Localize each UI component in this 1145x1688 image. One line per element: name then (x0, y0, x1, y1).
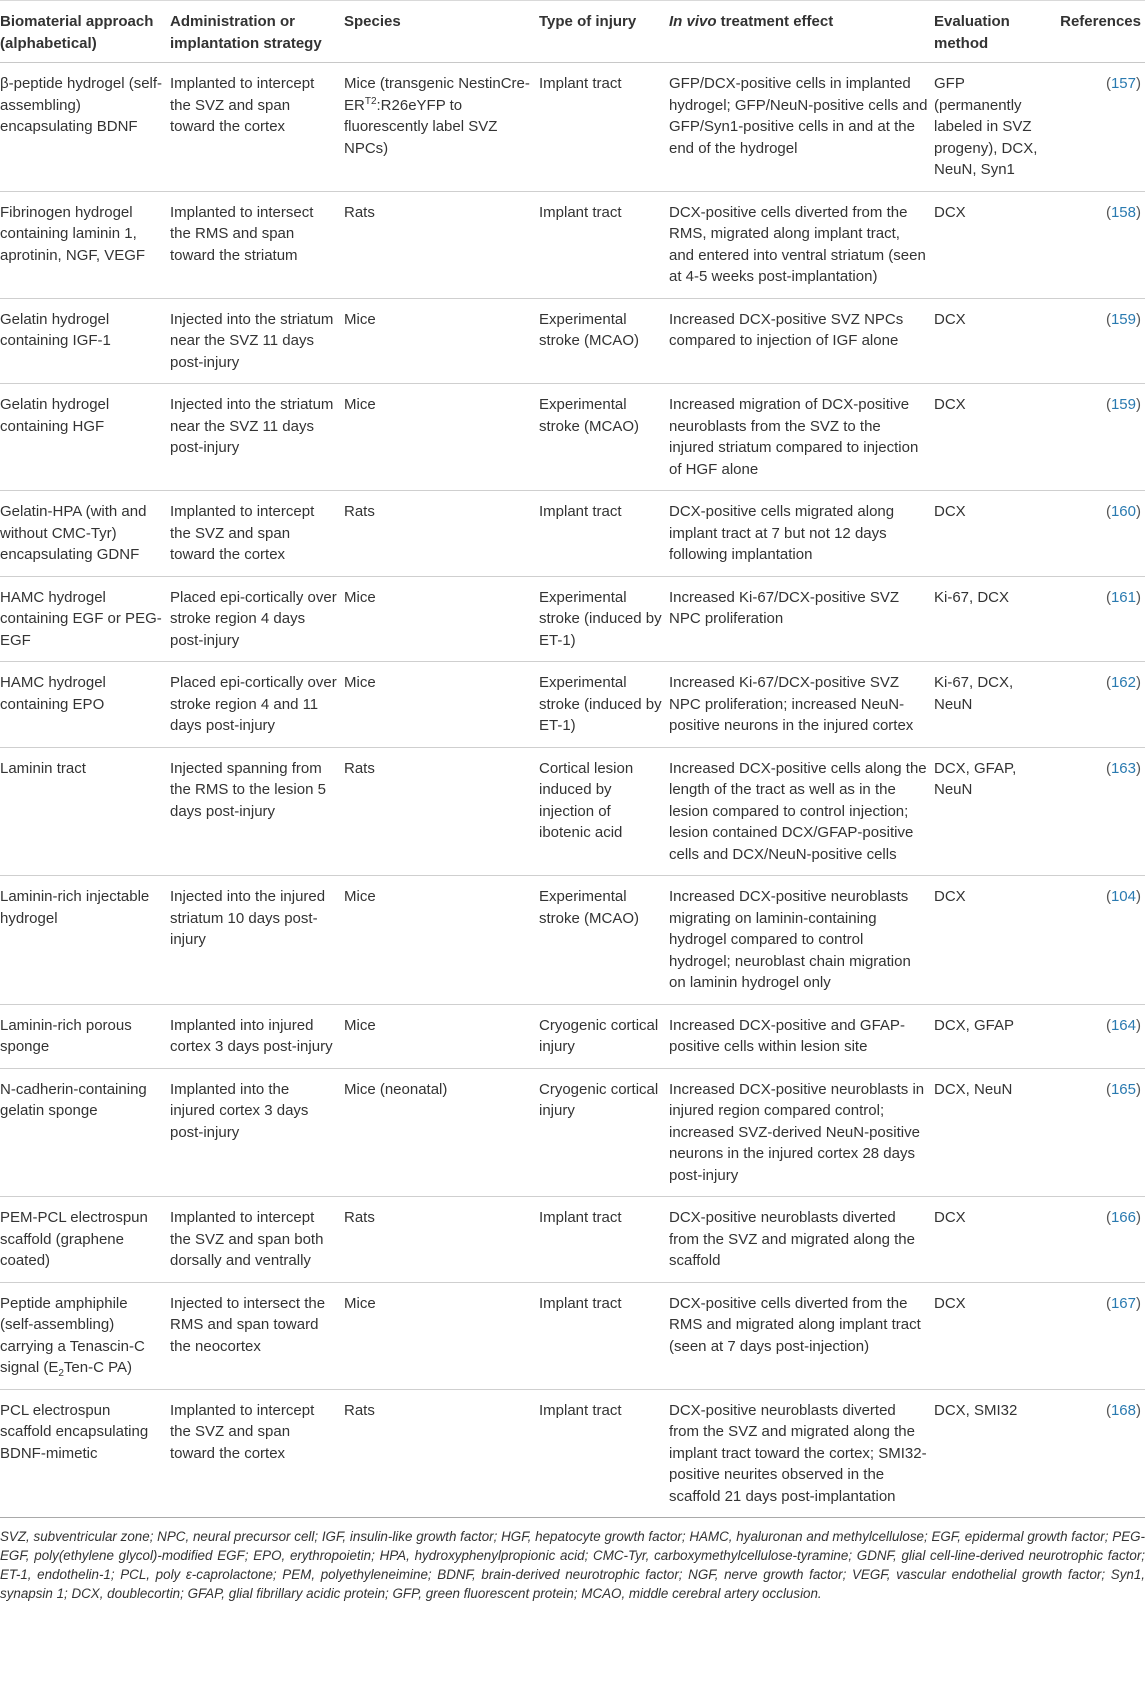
species-text-post: :R26eYFP to fluorescently label SVZ NPCs) (344, 96, 498, 157)
cell-reference: (104) (1059, 876, 1145, 1005)
cell-species: Mice (344, 298, 539, 384)
table-header (0, 1, 1145, 63)
cell-approach: N-cadherin-containing gelatin sponge (0, 1068, 170, 1197)
table-row (0, 662, 1145, 748)
cell-species: Mice (344, 384, 539, 491)
cell-species: Mice (neonatal) (344, 1068, 539, 1197)
cell-strategy: Implanted to intercept the SVZ and span both dorsally and ventrally (170, 1197, 344, 1283)
cell-injury: Implant tract (539, 1389, 669, 1518)
cell-injury: Implant tract (539, 63, 669, 192)
cell-strategy: Placed epi-cortically over stroke region 4 and 11 days post-injury (170, 662, 344, 748)
cell-strategy: Injected spanning from the RMS to the lesion 5 days post-injury (170, 747, 344, 876)
cell-effect: Increased DCX-positive and GFAP-positive cells within lesion site (669, 1004, 934, 1068)
cell-injury: Experimental stroke (induced by ET-1) (539, 662, 669, 748)
reference-link[interactable]: 164 (1110, 1016, 1136, 1034)
cell-species: Rats (344, 1197, 539, 1283)
table-row (0, 747, 1145, 876)
species-superscript: T2 (364, 95, 377, 107)
cell-strategy: Placed epi-cortically over stroke region 4 days post-injury (170, 576, 344, 662)
header-effect-italic: In vivo (669, 13, 717, 30)
reference-link[interactable]: 162 (1110, 674, 1136, 691)
cell-method: Ki-67, DCX (934, 576, 1059, 662)
cell-species: Rats (344, 191, 539, 298)
cell-injury: Implant tract (539, 1197, 669, 1283)
cell-strategy: Injected into the striatum near the SVZ 11 days post-injury (170, 298, 344, 384)
cell-species: Rats (344, 747, 539, 876)
cell-injury: Implant tract (539, 491, 669, 577)
cell-injury: Experimental stroke (induced by ET-1) (539, 576, 669, 662)
cell-species: Rats (344, 1389, 539, 1518)
header-row (0, 1, 1145, 63)
header-effect-rest: treatment effect (716, 13, 834, 30)
cell-injury: Implant tract (539, 1282, 669, 1389)
cell-approach: Laminin-rich porous sponge (0, 1004, 170, 1068)
table-row (0, 491, 1145, 577)
cell-reference: (167) (1059, 1282, 1145, 1389)
cell-species: Mice (344, 1004, 539, 1068)
header-approach: Biomaterial approach (alphabetical) (0, 1, 170, 63)
header-species: Species (344, 1, 539, 63)
cell-species: Mice (344, 662, 539, 748)
cell-effect: Increased Ki-67/DCX-positive SVZ NPC proliferation; increased NeuN-positive neurons in the injured cortex (669, 662, 934, 748)
cell-strategy: Injected to intersect the RMS and span toward the neocortex (170, 1282, 344, 1389)
cell-strategy: Implanted to intercept the SVZ and span toward the cortex (170, 491, 344, 577)
reference-link[interactable]: 161 (1110, 588, 1136, 606)
cell-effect: Increased DCX-positive neuroblasts migrating on laminin-containing hydrogel compared to control hydrogel; neuroblast chain migration on laminin hydrogel only (669, 876, 934, 1005)
cell-method: DCX, SMI32 (934, 1389, 1059, 1518)
table-row (0, 1282, 1145, 1389)
table-row (0, 384, 1145, 491)
table-row (0, 576, 1145, 662)
cell-reference: (159) (1059, 298, 1145, 384)
cell-effect: DCX-positive neuroblasts diverted from the SVZ and migrated along the implant tract toward the cortex; SMI32-positive neurites observed in the scaffold 21 days post-implantation (669, 1389, 934, 1518)
table-row (0, 1197, 1145, 1283)
table-row (0, 1389, 1145, 1518)
cell-strategy: Injected into the striatum near the SVZ 11 days post-injury (170, 384, 344, 491)
cell-species: Rats (344, 491, 539, 577)
cell-approach: Gelatin hydrogel containing IGF-1 (0, 298, 170, 384)
header-effect (669, 1, 934, 63)
species-text-pre: Mice (transgenic NestinCre-ER (344, 75, 530, 114)
cell-reference: (166) (1059, 1197, 1145, 1283)
cell-method: DCX (934, 298, 1059, 384)
cell-effect: Increased migration of DCX-positive neuroblasts from the SVZ to the injured striatum compared to injection of HGF alone (669, 384, 934, 491)
cell-species (344, 63, 539, 192)
cell-species: Mice (344, 876, 539, 1005)
cell-reference: (158) (1059, 191, 1145, 298)
cell-approach: β-peptide hydrogel (self-assembling) encapsulating BDNF (0, 63, 170, 192)
cell-injury: Cryogenic cortical injury (539, 1068, 669, 1197)
cell-reference: (165) (1059, 1068, 1145, 1197)
reference-link[interactable]: 104 (1110, 888, 1136, 905)
cell-effect: Increased DCX-positive SVZ NPCs compared to injection of IGF alone (669, 298, 934, 384)
reference-link[interactable]: 168 (1110, 1401, 1136, 1419)
cell-effect: DCX-positive cells diverted from the RMS, migrated along implant tract, and entered into ventral striatum (seen at 4-5 weeks post-implantation) (669, 191, 934, 298)
cell-method: DCX (934, 1282, 1059, 1389)
cell-injury: Implant tract (539, 191, 669, 298)
cell-reference: (162) (1059, 662, 1145, 748)
reference-link[interactable]: 163 (1110, 759, 1136, 777)
cell-method: DCX (934, 491, 1059, 577)
cell-method: DCX, GFAP (934, 1004, 1059, 1068)
cell-injury: Experimental stroke (MCAO) (539, 298, 669, 384)
approach-text-post: Ten-C PA) (63, 1359, 132, 1376)
cell-approach: Laminin tract (0, 747, 170, 876)
cell-approach: Fibrinogen hydrogel containing laminin 1, aprotinin, NGF, VEGF (0, 191, 170, 298)
cell-strategy: Injected into the injured striatum 10 days post-injury (170, 876, 344, 1005)
table-body (0, 63, 1145, 1518)
cell-approach: HAMC hydrogel containing EPO (0, 662, 170, 748)
cell-effect: Increased DCX-positive cells along the length of the tract as well as in the lesion compared to control injection; lesion contained DCX/GFAP-positive cells and DCX/NeuN-positive cells (669, 747, 934, 876)
cell-method: DCX (934, 384, 1059, 491)
cell-approach: Gelatin-HPA (with and without CMC-Tyr) encapsulating GDNF (0, 491, 170, 577)
reference-link[interactable]: 159 (1110, 310, 1136, 328)
cell-reference: (157) (1059, 63, 1145, 192)
cell-strategy: Implanted to intersect the RMS and span toward the striatum (170, 191, 344, 298)
approach-subscript: 2 (58, 1368, 64, 1379)
reference-link[interactable]: 166 (1110, 1209, 1136, 1226)
cell-method: DCX (934, 876, 1059, 1005)
reference-link[interactable]: 160 (1110, 503, 1136, 520)
cell-approach: PCL electrospun scaffold encapsulating BDNF-mimetic (0, 1389, 170, 1518)
cell-approach: HAMC hydrogel containing EGF or PEG-EGF (0, 576, 170, 662)
cell-approach: Laminin-rich injectable hydrogel (0, 876, 170, 1005)
reference-link[interactable]: 167 (1110, 1294, 1136, 1312)
cell-injury: Experimental stroke (MCAO) (539, 384, 669, 491)
cell-approach: PEM-PCL electrospun scaffold (graphene coated) (0, 1197, 170, 1283)
cell-effect: Increased DCX-positive neuroblasts in injured region compared control; increased SVZ-derived NeuN-positive neurons in the injured cortex 28 days post-injury (669, 1068, 934, 1197)
approach-text-pre: Peptide amphiphile (self-assembling) carrying a Tenascin-C signal (E (0, 1294, 145, 1376)
cell-effect: Increased Ki-67/DCX-positive SVZ NPC proliferation (669, 576, 934, 662)
cell-species: Mice (344, 576, 539, 662)
reference-link[interactable]: 158 (1110, 203, 1136, 221)
cell-method: GFP (permanently labeled in SVZ progeny), DCX, NeuN, Syn1 (934, 63, 1059, 192)
reference-link[interactable]: 159 (1110, 396, 1136, 413)
table-row (0, 876, 1145, 1005)
cell-strategy: Implanted to intercept the SVZ and span toward the cortex (170, 1389, 344, 1518)
cell-reference: (163) (1059, 747, 1145, 876)
reference-link[interactable]: 157 (1110, 75, 1136, 92)
cell-reference: (161) (1059, 576, 1145, 662)
cell-effect: DCX-positive cells migrated along implant tract at 7 but not 12 days following implantation (669, 491, 934, 577)
table-row (0, 298, 1145, 384)
cell-species: Mice (344, 1282, 539, 1389)
cell-strategy: Implanted into injured cortex 3 days post-injury (170, 1004, 344, 1068)
header-references: References (1059, 1, 1145, 63)
cell-method: DCX (934, 1197, 1059, 1283)
cell-effect: DCX-positive cells diverted from the RMS and migrated along implant tract (seen at 7 days post-injection) (669, 1282, 934, 1389)
cell-strategy: Implanted to intercept the SVZ and span toward the cortex (170, 63, 344, 192)
cell-effect: DCX-positive neuroblasts diverted from the SVZ and migrated along the scaffold (669, 1197, 934, 1283)
cell-method: Ki-67, DCX, NeuN (934, 662, 1059, 748)
table-row (0, 1004, 1145, 1068)
cell-reference: (164) (1059, 1004, 1145, 1068)
table-footnote: SVZ, subventricular zone; NPC, neural precursor cell; IGF, insulin-like growth factor; HGF, hepatocyte growth factor; HAMC, hyaluronan and methylcellulose; EGF, epidermal growth factor; PEG-EGF, poly(ethylene glycol)-modified EGF; EPO, erythropoietin; HPA, hydroxyphenylpropionic acid; CMC-Tyr, carboxymethylcellulose-tyramine; GDNF, glial cell-line-derived neurotrophic factor; ET-1, endothelin-1; PCL, poly ε-caprolactone; PEM, polyethyleneimine; BDNF, brain-derived neurotrophic factor; NGF, nerve growth factor; VEGF, vascular endothelial growth factor; Syn1, synapsin 1; DCX, doublecortin; GFAP, glial fibrillary acidic protein; GFP, green fluorescent protein; MCAO, middle cerebral artery occlusion. (0, 1529, 1145, 1601)
cell-method: DCX, GFAP, NeuN (934, 747, 1059, 876)
reference-link[interactable]: 165 (1110, 1080, 1136, 1098)
cell-injury: Experimental stroke (MCAO) (539, 876, 669, 1005)
cell-strategy: Implanted into the injured cortex 3 days post-injury (170, 1068, 344, 1197)
table-row (0, 1068, 1145, 1197)
table-row (0, 63, 1145, 192)
cell-injury: Cortical lesion induced by injection of ibotenic acid (539, 747, 669, 876)
cell-injury: Cryogenic cortical injury (539, 1004, 669, 1068)
cell-approach (0, 1282, 170, 1389)
header-injury: Type of injury (539, 1, 669, 63)
cell-reference: (168) (1059, 1389, 1145, 1518)
cell-reference: (159) (1059, 384, 1145, 491)
table-row (0, 191, 1145, 298)
cell-method: DCX, NeuN (934, 1068, 1059, 1197)
cell-approach: Gelatin hydrogel containing HGF (0, 384, 170, 491)
header-method: Evaluation method (934, 1, 1059, 63)
cell-reference: (160) (1059, 491, 1145, 577)
cell-effect: GFP/DCX-positive cells in implanted hydrogel; GFP/NeuN-positive cells and GFP/Syn1-positive cells in and at the end of the hydrogel (669, 63, 934, 192)
cell-method: DCX (934, 191, 1059, 298)
header-strategy: Administration or implantation strategy (170, 1, 344, 63)
